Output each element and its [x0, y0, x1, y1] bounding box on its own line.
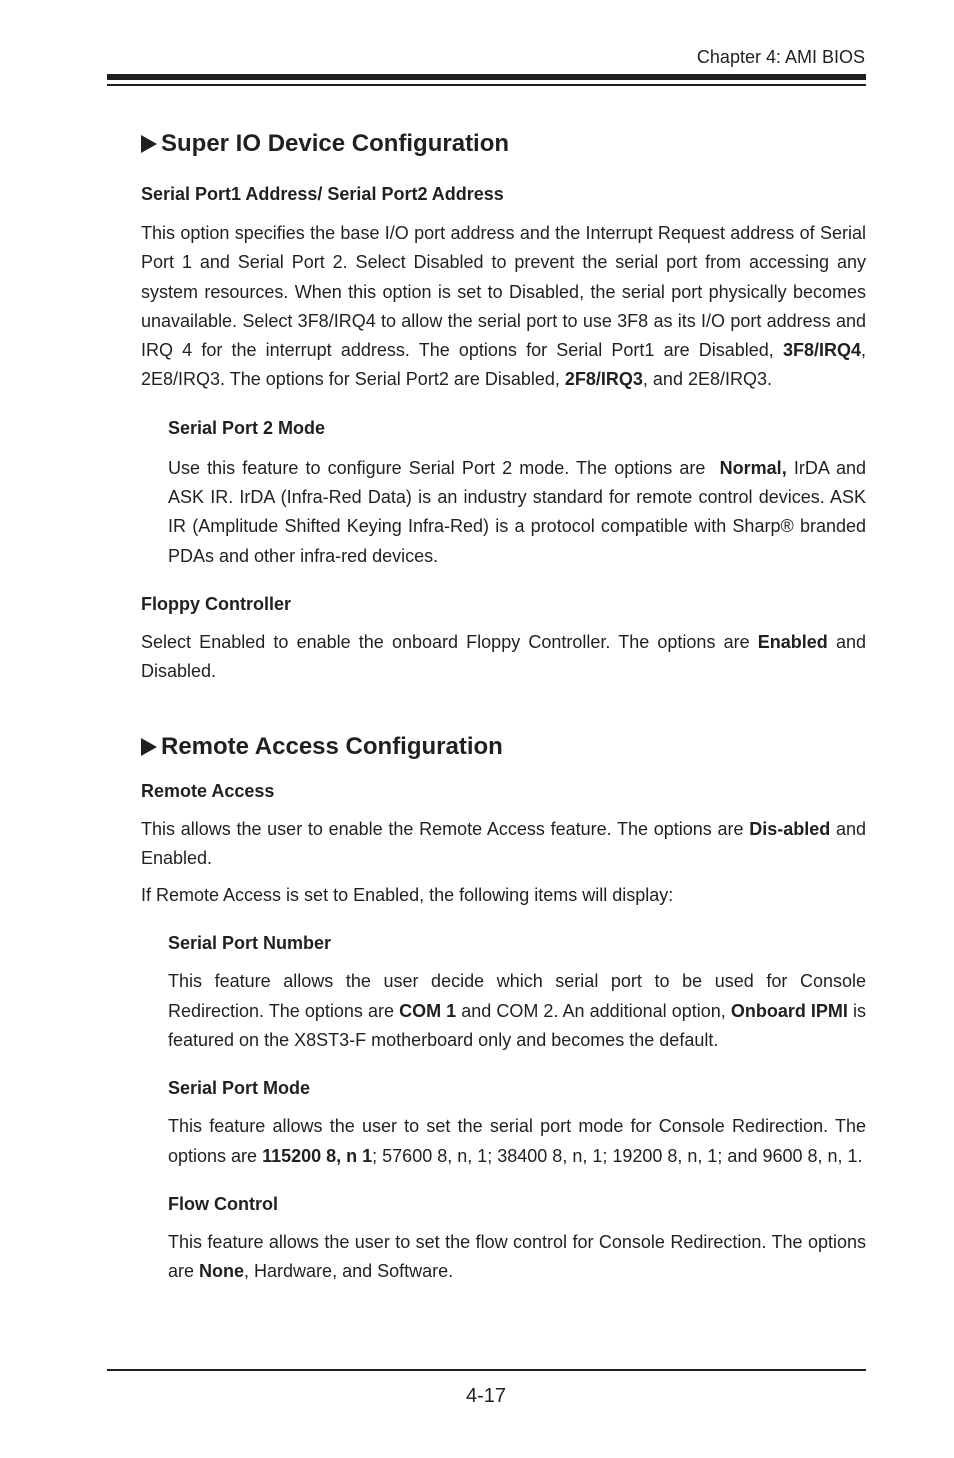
text-run: This feature allows the user to set the serial port mode for Console Redirection. The options are: [168, 1116, 866, 1166]
page-content: [141, 126, 866, 1287]
text-run: This feature allows the user decide which serial port to be used for Console Redirection. The options are: [168, 971, 866, 1021]
bold-option: Onboard IPMI: [730, 1000, 848, 1021]
bold-option: 3F8/IRQ4: [782, 340, 861, 361]
bold-option: 115200 8, n 1: [262, 1145, 373, 1166]
text-run: Select Enabled to enable the onboard Floppy Controller. The options are: [141, 631, 758, 652]
paragraph-floppy: [141, 628, 866, 687]
section-heading-text: Super IO Device Configuration: [161, 130, 510, 157]
section-heading-text: Remote Access Configuration: [161, 732, 503, 760]
text-run: ; 57600 8, n, 1; 38400 8, n, 1; 19200 8, n, 1; and 9600 8, n, 1.: [372, 1145, 863, 1166]
text-run: and COM 2. An additional option,: [456, 1000, 731, 1021]
page-number: 4-17: [465, 1385, 507, 1407]
subheading-serial-port-number: Serial Port Number: [168, 933, 332, 954]
subheading-floppy: Floppy Controller: [141, 593, 291, 614]
section-heading-super-io: [141, 126, 866, 162]
subheading-serial-port2-mode: Serial Port 2 Mode: [168, 417, 326, 438]
text-run: is featured on the X8ST3-F motherboard only and becomes the default.: [168, 1000, 866, 1051]
text-run: This feature allows the user to set the flow control for Console Redirection. The options are: [168, 1231, 866, 1282]
bold-option: COM 1: [399, 1000, 457, 1021]
subheading-flow-control: Flow Control: [168, 1193, 278, 1214]
bold-option: None: [199, 1261, 245, 1282]
text-run: Use this feature to configure Serial Port 2 mode. The options are: [168, 457, 720, 478]
text-run: , 2E8/IRQ3. The options for Serial Port2 are Disabled,: [141, 340, 866, 390]
footer-rule: [107, 1369, 866, 1371]
paragraph-remote-access-note: If Remote Access is set to Enabled, the following items will display:: [141, 885, 674, 906]
bold-option: Dis-abled: [749, 818, 831, 839]
text-run: , and 2E8/IRQ3.: [642, 369, 772, 390]
paragraph-remote-access: [141, 815, 866, 874]
subheading-remote-access: Remote Access: [141, 780, 275, 801]
text-run: This option specifies the base I/O port address and the Interrupt Request address of Serial Port 1 and Serial Port 2. Select Disabled to prevent the serial port from accessing any system resources. When this option is set to Disabled, the serial port physically becomes unavailable. Select 3F8/IRQ4 to allow the serial port to use 3F8 as its I/O port address and IRQ 4 for the interrupt address. The options for Serial Port1 are Disabled,: [141, 223, 866, 361]
text-run: and Disabled.: [141, 631, 866, 682]
bold-option: Normal,: [719, 457, 787, 478]
text-run: This allows the user to enable the Remote Access feature. The options are: [141, 818, 750, 839]
section-heading-remote-access: [141, 729, 866, 765]
triangle-arrow-icon: [141, 135, 157, 153]
text-run: IrDA and ASK IR. IrDA (Infra-Red Data) is an industry standard for remote control devices. ASK IR (Amplitude Shifted Keying Infra-Red) is a protocol compatible with Sharp® branded PDAs and other infra-red devices.: [168, 457, 867, 566]
paragraph-flow-control: [168, 1228, 866, 1287]
paragraph-serial-port-number: [168, 967, 866, 1055]
bold-option: Enabled: [757, 631, 828, 652]
paragraph-serial-port-mode: [168, 1112, 866, 1171]
text-run: , Hardware, and Software.: [244, 1261, 454, 1282]
chapter-header: Chapter 4: AMI BIOS: [696, 47, 865, 67]
bold-option: 2F8/IRQ3: [564, 369, 643, 390]
subheading-serial-address: Serial Port1 Address/ Serial Port2 Address: [141, 184, 504, 204]
paragraph-serial-address: [141, 219, 866, 395]
header-rule-thin: [107, 84, 866, 86]
header-rule-thick: [107, 74, 866, 80]
triangle-arrow-icon: [141, 738, 157, 756]
subheading-serial-port-mode: Serial Port Mode: [168, 1078, 311, 1099]
paragraph-serial-port2-mode: [168, 454, 866, 571]
text-run: and Enabled.: [141, 818, 866, 868]
